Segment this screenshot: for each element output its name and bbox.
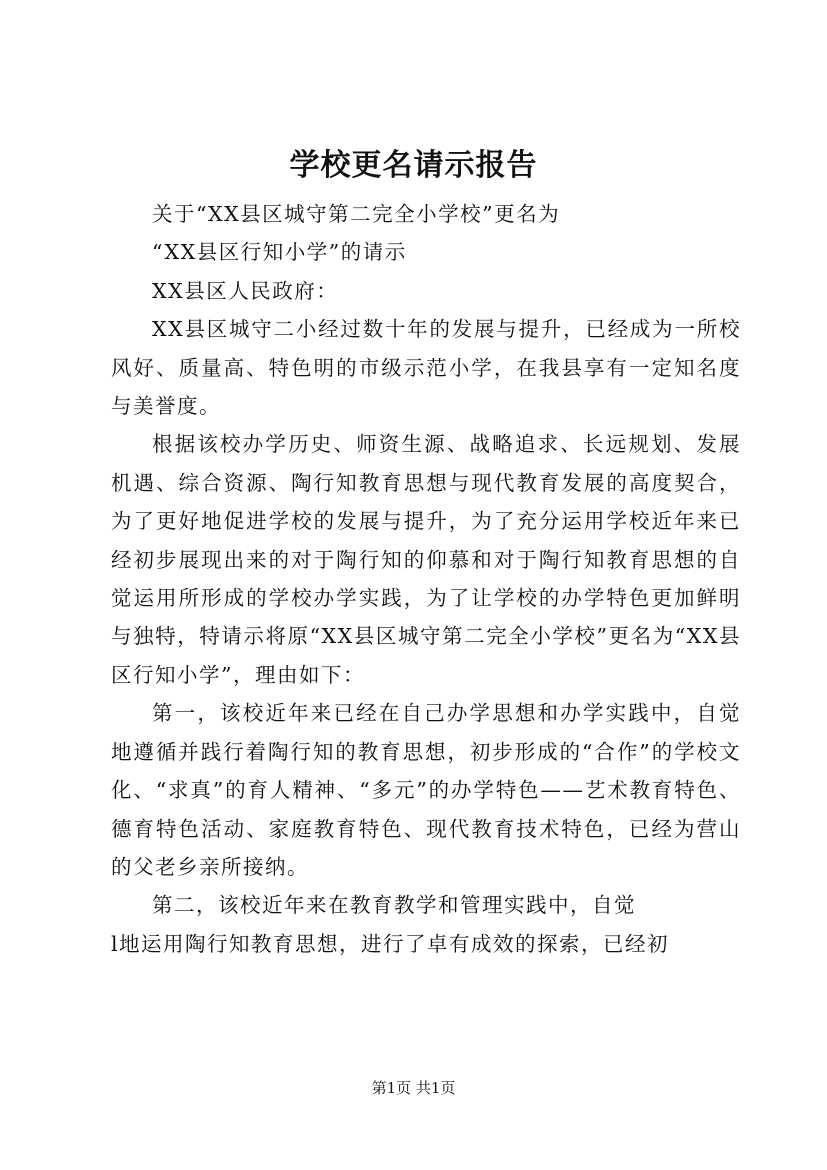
subject-line-2: “XX县区行知小学”的请示 xyxy=(152,240,407,265)
salutation: XX县区人民政府： xyxy=(152,278,339,303)
document-body xyxy=(111,195,741,963)
paragraph-reason-1: 第一，该校近年来已经在自己办学思想和办学实践中，自觉地遵循并践行着陶行知的教育思想，初步形成的“合作”的学校文化、“求真”的育人精神、“多元”的办学特色——艺术教育特色、德育特色活动、家庭教育特色、现代教育技术特色，已经为营山的父老乡亲所接纳。 xyxy=(111,701,741,879)
document-title: 学校更名请示报告 xyxy=(289,148,538,183)
paragraph-reason-2: 第二，该校近年来在教育教学和管理实践中，自觉 xyxy=(152,893,636,918)
page-footer: 第1页 共1页 xyxy=(371,1079,456,1097)
subject-line-1: 关于“XX县区城守第二完全小学校”更名为 xyxy=(152,202,561,226)
paragraph-continuation: l地运用陶行知教育思想，进行了卓有成效的探索，已经初 xyxy=(111,931,670,956)
paragraph-intro: XX县区城守二小经过数十年的发展与提升，已经成为一所校风好、质量高、特色明的市级示范小学，在我县享有一定知名度与美誉度。 xyxy=(111,317,741,419)
paragraph-request: 根据该校办学历史、师资生源、战略追求、长远规划、发展机遇、综合资源、陶行知教育思想与现代教育发展的高度契合，为了更好地促进学校的发展与提升，为了充分运用学校近年来已经初步展现出来的对于陶行知的仰慕和对于陶行知教育思想的自觉运用所形成的学校办学实践，为了让学校的办学特色更加鲜明与独特，特请示将原“XX县区城守第二完全小学校”更名为“XX县区行知小学”，理由如下： xyxy=(111,432,741,687)
